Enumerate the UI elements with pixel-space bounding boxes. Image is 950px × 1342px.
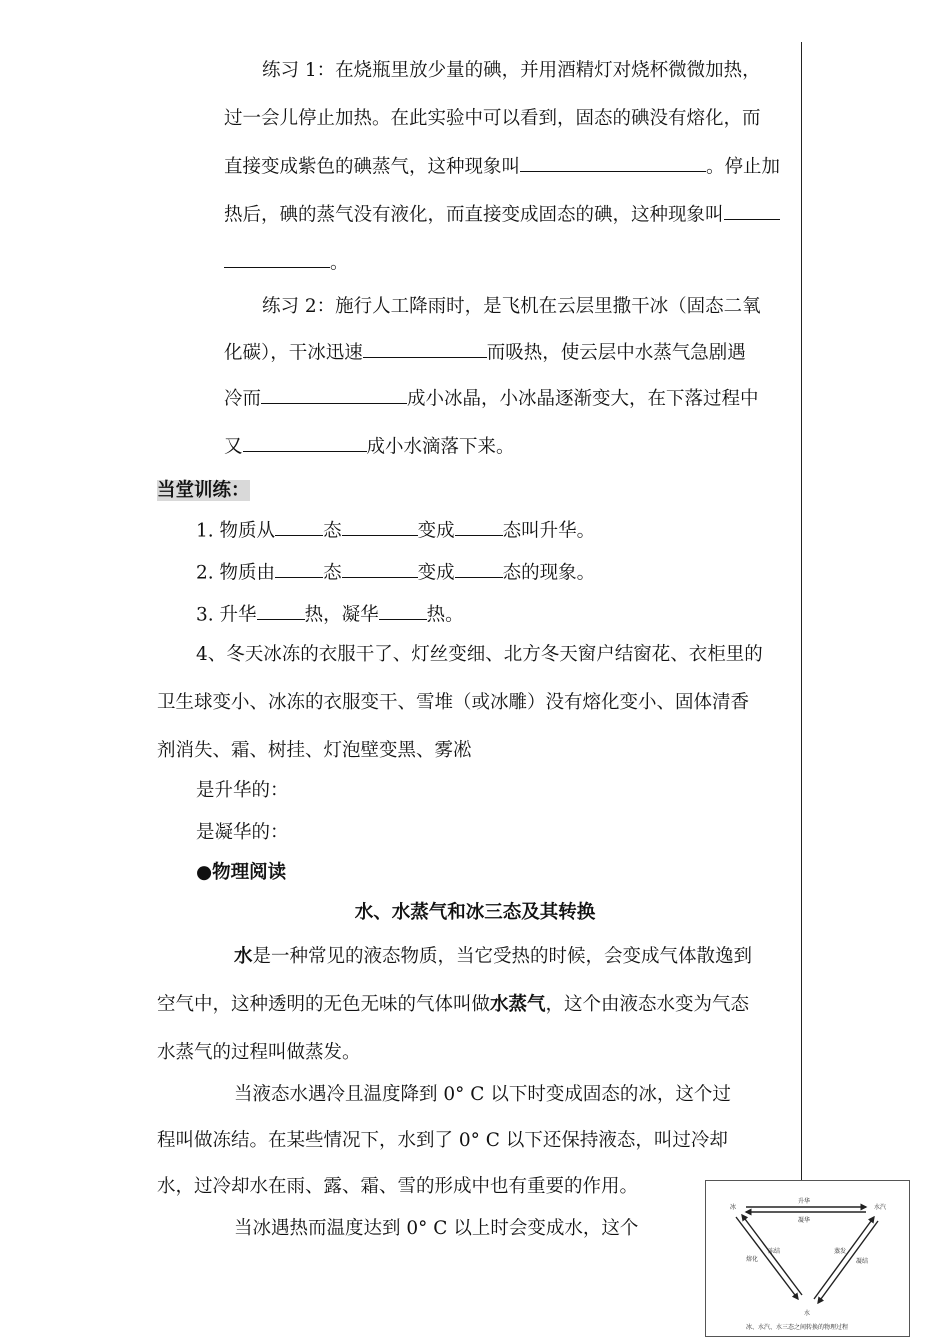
answer-blank-deposition[interactable] <box>724 200 780 220</box>
text: 态叫升华。 <box>502 520 596 542</box>
figure-caption: 冰、水汽、水三态之间转换的物理过程 <box>746 1324 849 1331</box>
text: 成小水滴落下来。 <box>366 436 515 458</box>
answer-blank-sublimation[interactable] <box>520 152 706 172</box>
label-ice: 冰 <box>730 1204 737 1211</box>
text: 升华 <box>219 604 257 626</box>
text: 化碳），干冰迅速 <box>224 342 363 364</box>
text: ，这个由液态水变为气态 <box>545 994 750 1015</box>
text: 。停止加 <box>706 156 781 178</box>
term-water: 水 <box>234 946 253 967</box>
reading-heading: ●物理阅读 <box>196 862 287 883</box>
exercise1-line5 <box>224 248 349 274</box>
exercise2-line1: 练习 2：施行人工降雨时，是飞机在云层里撒干冰（固态二氧 <box>262 296 761 317</box>
text: 变成 <box>417 520 455 542</box>
label-vapor: 水汽 <box>874 1204 887 1211</box>
text: 又 <box>224 436 243 458</box>
exercise1-line3 <box>224 152 780 178</box>
answer-blank-1[interactable] <box>363 338 487 358</box>
question-1 <box>196 516 595 542</box>
phase-diagram-figure <box>705 1180 910 1337</box>
answer-blank[interactable] <box>275 516 323 536</box>
question-4-line1: 4、冬天冰冻的衣服干了、灯丝变细、北方冬天窗户结窗花、衣柜里的 <box>196 644 763 665</box>
answer-blank[interactable] <box>342 516 418 536</box>
exercise2-line4 <box>224 432 515 458</box>
exercise2-line2 <box>224 338 746 364</box>
text: 热，凝华 <box>304 604 379 626</box>
exercise1-line2: 过一会儿停止加热。在此实验中可以看到，固态的碘没有熔化，而 <box>224 108 761 129</box>
deposition-answer: 是凝华的： <box>196 822 289 843</box>
answer-blank[interactable] <box>257 600 305 620</box>
text: 态 <box>323 562 342 584</box>
text: 是一种常见的液态物质，当它受热的时候，会变成气体散逸到 <box>252 946 753 967</box>
text: 物质从 <box>219 520 276 542</box>
text: 。 <box>330 252 349 274</box>
reading-p1-line3: 水蒸气的过程叫做蒸发。 <box>157 1042 361 1063</box>
reading-p2-line1: 当液态水遇冷且温度降到 0° C 以下时变成固态的冰，这个过 <box>234 1084 731 1105</box>
answer-blank[interactable] <box>455 516 503 536</box>
label-melting: 熔化 <box>746 1256 759 1263</box>
freezing-arrow <box>742 1215 802 1295</box>
term-vapor: 水蒸气 <box>490 994 546 1015</box>
label-condensation: 凝结 <box>856 1258 869 1265</box>
text: 空气中，这种透明的无色无味的气体叫做 <box>157 994 491 1015</box>
question-3 <box>196 600 464 626</box>
text: 热后，碘的蒸气没有液化，而直接变成固态的碘，这种现象叫 <box>224 204 724 226</box>
text: 直接变成紫色的碘蒸气，这种现象叫 <box>224 156 521 178</box>
heading-text: 当堂训练： <box>157 480 250 501</box>
answer-blank-2[interactable] <box>261 384 407 404</box>
text: 而吸热，使云层中水蒸气急剧遇 <box>486 342 746 364</box>
answer-blank[interactable] <box>342 558 418 578</box>
sublimation-answer: 是升华的： <box>196 780 289 801</box>
label-water: 水 <box>804 1310 811 1317</box>
text: 成小冰晶，小冰晶逐渐变大，在下落过程中 <box>407 388 759 410</box>
margin-rule <box>801 42 802 1192</box>
q-number: 3. <box>196 604 214 626</box>
text: 态 <box>323 520 342 542</box>
reading-p1-line1 <box>234 942 752 968</box>
reading-p3-line1: 当冰遇热而温度达到 0° C 以上时会变成水，这个 <box>234 1218 639 1239</box>
condensation-arrow <box>818 1221 878 1303</box>
text: 变成 <box>417 562 455 584</box>
text: 热。 <box>426 604 464 626</box>
exercise1-line4 <box>224 200 780 226</box>
question-4-line2: 卫生球变小、冰冻的衣服变干、雪堆（或冰雕）没有熔化变小、固体清香 <box>157 692 750 713</box>
text: 冷而 <box>224 388 262 410</box>
question-2 <box>196 558 595 584</box>
answer-blank[interactable] <box>275 558 323 578</box>
reading-title: 水、水蒸气和冰三态及其转换 <box>354 902 596 923</box>
q-number: 1. <box>196 520 214 542</box>
reading-p2-line3: 水，过冷却水在雨、露、霜、雪的形成中也有重要的作用。 <box>157 1176 639 1197</box>
label-freezing: 冻结 <box>768 1248 781 1255</box>
text: 态的现象。 <box>502 562 596 584</box>
exercise2-line3 <box>224 384 759 410</box>
training-heading <box>157 476 250 502</box>
answer-blank-deposition-cont[interactable] <box>224 248 330 268</box>
answer-blank[interactable] <box>379 600 427 620</box>
label-sublimation: 升华 <box>798 1198 811 1205</box>
label-deposition: 凝华 <box>798 1217 811 1224</box>
reading-p1-line2 <box>157 990 749 1016</box>
answer-blank[interactable] <box>455 558 503 578</box>
question-4-line3: 剂消失、霜、树挂、灯泡壁变黑、雾凇 <box>157 740 472 761</box>
answer-blank-3[interactable] <box>243 432 367 452</box>
text: 物质由 <box>219 562 276 584</box>
phase-diagram <box>706 1181 909 1336</box>
exercise1-line1: 练习 1：在烧瓶里放少量的碘，并用酒精灯对烧杯微微加热， <box>262 60 761 81</box>
q-number: 2. <box>196 562 214 584</box>
reading-p2-line2: 程叫做冻结。在某些情况下，水到了 0° C 以下还保持液态，叫过冷却 <box>157 1130 728 1151</box>
label-evaporation: 蒸发 <box>834 1248 847 1255</box>
